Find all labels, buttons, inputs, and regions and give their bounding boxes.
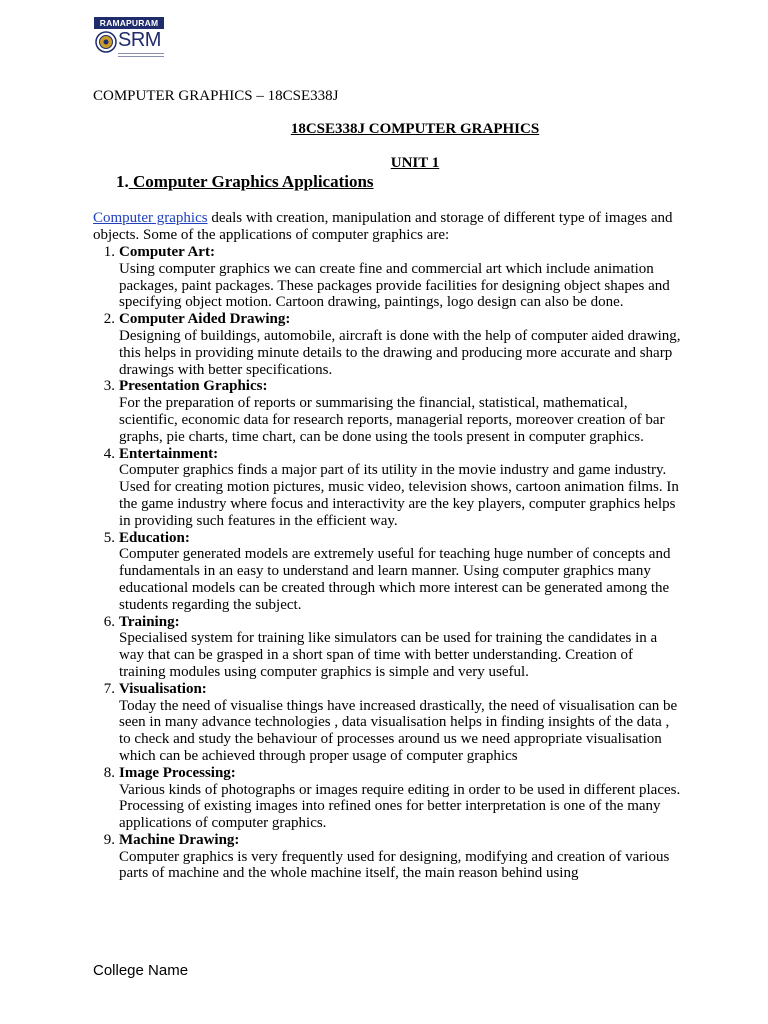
list-item [93, 614, 683, 681]
list-item [93, 832, 683, 882]
item-number: 9. [103, 831, 115, 848]
item-number: 4. [103, 445, 115, 462]
item-heading: Training: [119, 613, 180, 630]
item-heading: Machine Drawing: [119, 831, 240, 848]
footer-college-name: College Name [93, 962, 189, 979]
list-item [93, 530, 683, 614]
item-description: Various kinds of photographs or images require editing in order to be used in different places. Processing of existing images into refined ones for better interpretation is one of the many applications of computer graphics. [119, 781, 681, 832]
item-number: 6. [103, 613, 115, 630]
item-description: Using computer graphics we can create fine and commercial art which include animation packages, paint packages. These packages provide facilities for designing object shapes and specifying object motion. Cartoon drawing, paintings, logo design can also be done. [119, 260, 670, 311]
intro-paragraph [93, 210, 683, 244]
section-heading [116, 172, 374, 192]
logo-banner: RAMAPURAM [94, 17, 164, 29]
computer-graphics-link[interactable]: Computer graphics [93, 210, 208, 226]
item-number: 7. [103, 680, 115, 697]
item-heading: Computer Aided Drawing: [119, 311, 291, 328]
logo-fine-print [118, 53, 164, 59]
list-item [93, 681, 683, 765]
item-number: 1. [103, 244, 115, 260]
seal-icon [95, 31, 117, 53]
item-description: Designing of buildings, automobile, aircraft is done with the help of computer aided drawing, this helps in providing minute details to the drawing and producing more accurate and sharp drawings with better specifications. [119, 327, 681, 378]
item-description: Computer graphics finds a major part of its utility in the movie industry and game industry. Used for creating motion pictures, music video, television shows, cartoon animation films. In the game industry where focus and interactivity are the key players, computer graphics helps in providing such features in the efficient way. [119, 462, 679, 529]
list-item [93, 311, 683, 378]
item-heading: Computer Art: [119, 244, 215, 260]
item-number: 8. [103, 764, 115, 781]
list-item [93, 446, 683, 530]
item-heading: Visualisation: [119, 680, 207, 697]
item-description: Computer graphics is very frequently used for designing, modifying and creation of various parts of machine and the whole machine itself, the main reason behind using [119, 848, 670, 882]
section-title: Computer Graphics Applications [128, 172, 374, 191]
unit-heading: UNIT 1 [390, 155, 440, 171]
item-number: 3. [103, 378, 115, 395]
intro-text: deals with creation, manipulation and storage of different type of images and objects. Some of the applications of computer graphics are: [93, 210, 673, 243]
item-description: Today the need of visualise things have increased drastically, the need of visualisation can be seen in many advance technologies , data visualisation helps in finding insights of the data , to check and study the behaviour of processes around us we need appropriate visualisation which can be achieved through proper usage of computer graphics [119, 697, 678, 764]
college-logo [94, 17, 166, 61]
list-item [93, 244, 683, 311]
course-header: COMPUTER GRAPHICS – 18CSE338J [93, 88, 339, 104]
section-number: 1. [116, 172, 129, 191]
item-description: Computer generated models are extremely useful for teaching huge number of concepts and fundamentals in an easy to understand and learn manner. Using computer graphics many educational models can be created through which more interest can be generated among the students regarding the subject. [119, 546, 671, 613]
item-description: For the preparation of reports or summarising the financial, statistical, mathematical, scientific, economic data for research reports, managerial reports, moreover creation of bar graphs, pie charts, time chart, can be done using the tools present in computer graphics. [119, 395, 665, 445]
item-heading: Image Processing: [119, 764, 236, 781]
item-number: 2. [103, 311, 115, 328]
applications-list [93, 244, 683, 882]
item-heading: Education: [119, 529, 190, 546]
list-item [93, 765, 683, 832]
item-number: 5. [103, 529, 115, 546]
item-heading: Presentation Graphics: [119, 378, 268, 395]
list-item [93, 378, 683, 445]
item-heading: Entertainment: [119, 445, 219, 462]
document-title: 18CSE338J COMPUTER GRAPHICS [290, 121, 540, 137]
logo-wordmark: SRM [118, 29, 161, 51]
item-description: Specialised system for training like simulators can be used for training the candidates in a way that can be grasped in a short span of time with better understanding. Creation of training modules using computer graphics is simple and very useful. [119, 630, 658, 680]
